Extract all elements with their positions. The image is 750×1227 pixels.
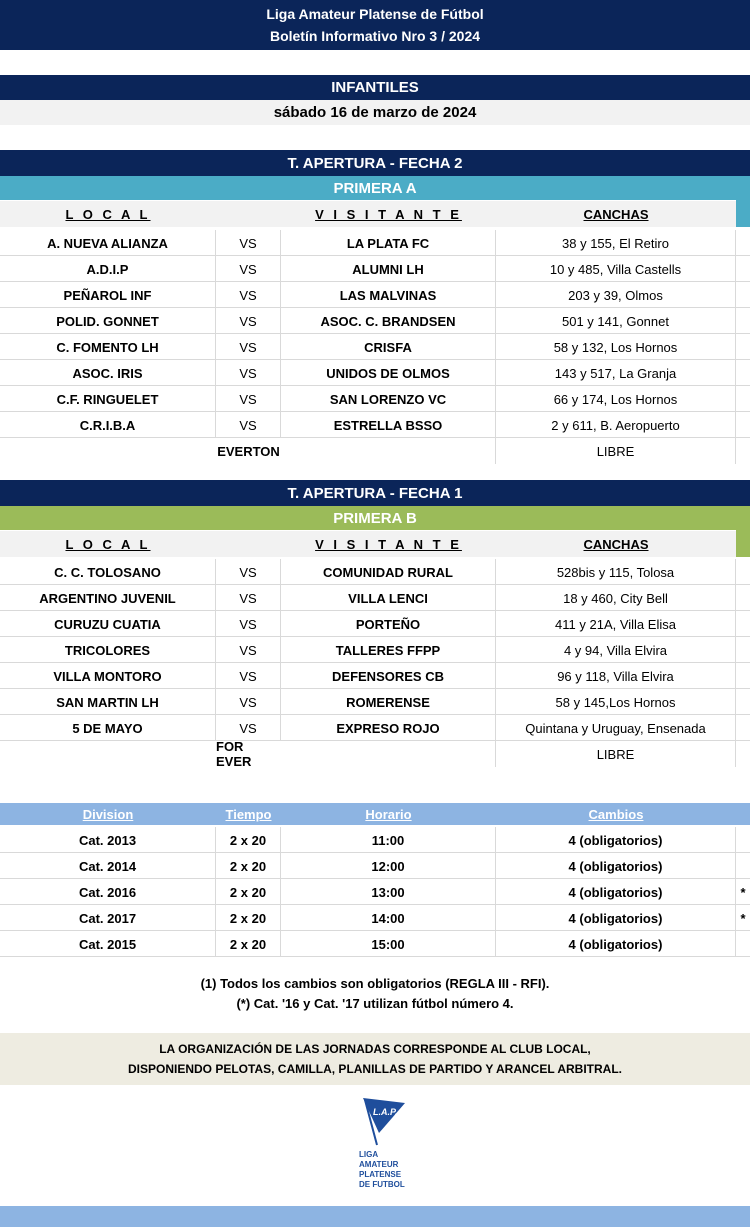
field-location: 2 y 611, B. Aeropuerto <box>496 412 736 438</box>
logo-line: LIGA <box>359 1150 379 1159</box>
field-location: 66 y 174, Los Hornos <box>496 386 736 412</box>
col-canchas-header: CANCHAS <box>583 206 649 222</box>
visiting-team: ASOC. C. BRANDSEN <box>281 308 496 334</box>
local-team: 5 DE MAYO <box>0 715 216 741</box>
logo-line: AMATEUR <box>359 1160 399 1169</box>
local-team: A. NUEVA ALIANZA <box>0 230 216 256</box>
local-team: VILLA MONTORO <box>0 663 216 689</box>
libre-spacer <box>281 741 496 767</box>
note-line-1: (1) Todos los cambios son obligatorios (REGLA III - RFI). <box>200 976 550 991</box>
organization-line-2: DISPONIENDO PELOTAS, CAMILLA, PLANILLAS DE PARTIDO Y ARANCEL ARBITRAL. <box>127 1062 622 1076</box>
section-a-column-headers <box>0 201 736 227</box>
schedule-mark <box>736 853 750 879</box>
local-team: C.R.I.B.A <box>0 412 216 438</box>
section-a-libre-row <box>0 438 750 464</box>
schedule-horario: 11:00 <box>281 827 496 853</box>
section-b-title: T. APERTURA - FECHA 1 <box>0 480 750 506</box>
visiting-team: LAS MALVINAS <box>281 282 496 308</box>
field-location: 96 y 118, Villa Elvira <box>496 663 736 689</box>
section-b-column-headers <box>0 531 736 557</box>
field-location: 58 y 145,Los Hornos <box>496 689 736 715</box>
bulletin-number: Boletín Informativo Nro 3 / 2024 <box>269 28 481 44</box>
field-location: 4 y 94, Villa Elvira <box>496 637 736 663</box>
libre-team: FOR EVER <box>216 739 252 769</box>
visiting-team: ESTRELLA BSSO <box>281 412 496 438</box>
match-row <box>0 637 750 663</box>
col-local-header: L O C A L <box>65 536 151 552</box>
schedule-horario: 15:00 <box>281 931 496 957</box>
schedule-col-horario: Horario <box>365 806 412 822</box>
vs-label: VS <box>216 360 281 386</box>
schedule-col-tiempo: Tiempo <box>225 806 272 822</box>
match-row <box>0 334 750 360</box>
vs-label: VS <box>216 230 281 256</box>
col-visitante-header: V I S I T A N T E <box>315 206 462 222</box>
field-location: 58 y 132, Los Hornos <box>496 334 736 360</box>
local-team: C. FOMENTO LH <box>0 334 216 360</box>
match-row <box>0 386 750 412</box>
vs-label: VS <box>216 386 281 412</box>
visiting-team: ALUMNI LH <box>281 256 496 282</box>
footer-band <box>0 1206 750 1227</box>
field-location: 10 y 485, Villa Castells <box>496 256 736 282</box>
field-location: 203 y 39, Olmos <box>496 282 736 308</box>
schedule-tiempo: 2 x 20 <box>216 853 281 879</box>
match-row <box>0 230 750 256</box>
local-team: CURUZU CUATIA <box>0 611 216 637</box>
schedule-cambios: 4 (obligatorios) <box>496 931 736 957</box>
match-row <box>0 663 750 689</box>
logo-line: DE FUTBOL <box>359 1180 405 1189</box>
vs-label: VS <box>216 611 281 637</box>
field-location: 501 y 141, Gonnet <box>496 308 736 334</box>
section-b-division: PRIMERA B <box>0 506 750 530</box>
schedule-tiempo: 2 x 20 <box>216 879 281 905</box>
vs-label: VS <box>216 637 281 663</box>
logo-line: PLATENSE <box>359 1170 402 1179</box>
schedule-tiempo: 2 x 20 <box>216 905 281 931</box>
local-team: SAN MARTIN LH <box>0 689 216 715</box>
local-team: POLID. GONNET <box>0 308 216 334</box>
vs-label: VS <box>216 412 281 438</box>
libre-label: LIBRE <box>496 741 736 767</box>
match-row <box>0 256 750 282</box>
section-a-accent <box>736 200 750 227</box>
schedule-division: Cat. 2013 <box>0 827 216 853</box>
local-team: TRICOLORES <box>0 637 216 663</box>
visiting-team: ROMERENSE <box>281 689 496 715</box>
match-row <box>0 360 750 386</box>
field-location: 18 y 460, City Bell <box>496 585 736 611</box>
match-date: sábado 16 de marzo de 2024 <box>0 100 750 125</box>
visiting-team: TALLERES FFPP <box>281 637 496 663</box>
schedule-mark <box>736 827 750 853</box>
visiting-team: LA PLATA FC <box>281 230 496 256</box>
organization-line-1: LA ORGANIZACIÓN DE LAS JORNADAS CORRESPONDE AL CLUB LOCAL, <box>159 1042 591 1056</box>
schedule-row <box>0 931 750 957</box>
vs-label: VS <box>216 585 281 611</box>
libre-spacer <box>281 438 496 464</box>
libre-label: LIBRE <box>496 438 736 464</box>
schedule-tiempo: 2 x 20 <box>216 827 281 853</box>
local-team: ARGENTINO JUVENIL <box>0 585 216 611</box>
schedule-horario: 14:00 <box>281 905 496 931</box>
match-row <box>0 611 750 637</box>
logo-flag-text: L.A.P. <box>373 1107 398 1117</box>
organization-band <box>0 1033 750 1085</box>
vs-label: VS <box>216 256 281 282</box>
visiting-team: DEFENSORES CB <box>281 663 496 689</box>
category-banner: INFANTILES <box>0 75 750 100</box>
schedule-row <box>0 879 750 905</box>
section-a-title: T. APERTURA - FECHA 2 <box>0 150 750 176</box>
bulletin-header <box>0 0 750 50</box>
field-location: 38 y 155, El Retiro <box>496 230 736 256</box>
logo-text <box>359 1150 405 1190</box>
schedule-mark <box>736 931 750 957</box>
field-location: 411 y 21A, Villa Elisa <box>496 611 736 637</box>
vs-label: VS <box>216 334 281 360</box>
section-a-division: PRIMERA A <box>0 176 750 200</box>
schedule-col-division: Division <box>82 806 134 822</box>
schedule-cambios: 4 (obligatorios) <box>496 905 736 931</box>
vs-label: VS <box>216 282 281 308</box>
league-logo <box>355 1095 425 1200</box>
league-name: Liga Amateur Platense de Fútbol <box>266 6 484 22</box>
local-team: A.D.I.P <box>0 256 216 282</box>
schedule-cambios: 4 (obligatorios) <box>496 853 736 879</box>
schedule-row <box>0 853 750 879</box>
vs-label: VS <box>216 663 281 689</box>
field-location: Quintana y Uruguay, Ensenada <box>496 715 736 741</box>
visiting-team: COMUNIDAD RURAL <box>281 559 496 585</box>
field-location: 528bis y 115, Tolosa <box>496 559 736 585</box>
match-row <box>0 585 750 611</box>
vs-label: VS <box>216 715 281 741</box>
libre-team: EVERTON <box>217 443 280 459</box>
vs-label: VS <box>216 689 281 715</box>
vs-label: VS <box>216 559 281 585</box>
match-row <box>0 559 750 585</box>
visiting-team: PORTEÑO <box>281 611 496 637</box>
col-local-header: L O C A L <box>65 206 151 222</box>
col-visitante-header: V I S I T A N T E <box>315 536 462 552</box>
schedule-row <box>0 905 750 931</box>
schedule-row <box>0 827 750 853</box>
schedule-tiempo: 2 x 20 <box>216 931 281 957</box>
schedule-division: Cat. 2014 <box>0 853 216 879</box>
section-b-libre-row <box>0 741 750 767</box>
visiting-team: EXPRESO ROJO <box>281 715 496 741</box>
vs-label: VS <box>216 308 281 334</box>
local-team: PEÑAROL INF <box>0 282 216 308</box>
local-team: C. C. TOLOSANO <box>0 559 216 585</box>
notes <box>0 974 750 1014</box>
schedule-division: Cat. 2015 <box>0 931 216 957</box>
visiting-team: UNIDOS DE OLMOS <box>281 360 496 386</box>
col-canchas-header: CANCHAS <box>583 536 649 552</box>
note-line-2: (*) Cat. '16 y Cat. '17 utilizan fútbol número 4. <box>236 996 514 1011</box>
schedule-horario: 13:00 <box>281 879 496 905</box>
schedule-mark: * <box>740 910 746 926</box>
match-row <box>0 412 750 438</box>
local-team: C.F. RINGUELET <box>0 386 216 412</box>
schedule-cambios: 4 (obligatorios) <box>496 827 736 853</box>
field-location: 143 y 517, La Granja <box>496 360 736 386</box>
section-b-accent <box>736 530 750 557</box>
visiting-team: SAN LORENZO VC <box>281 386 496 412</box>
schedule-col-cambios: Cambios <box>588 806 644 822</box>
schedule-header-row <box>0 803 750 825</box>
visiting-team: VILLA LENCI <box>281 585 496 611</box>
schedule-division: Cat. 2017 <box>0 905 216 931</box>
schedule-cambios: 4 (obligatorios) <box>496 879 736 905</box>
schedule-mark: * <box>740 884 746 900</box>
match-row <box>0 282 750 308</box>
match-row <box>0 308 750 334</box>
schedule-horario: 12:00 <box>281 853 496 879</box>
match-row <box>0 715 750 741</box>
visiting-team: CRISFA <box>281 334 496 360</box>
match-row <box>0 689 750 715</box>
schedule-division: Cat. 2016 <box>0 879 216 905</box>
local-team: ASOC. IRIS <box>0 360 216 386</box>
